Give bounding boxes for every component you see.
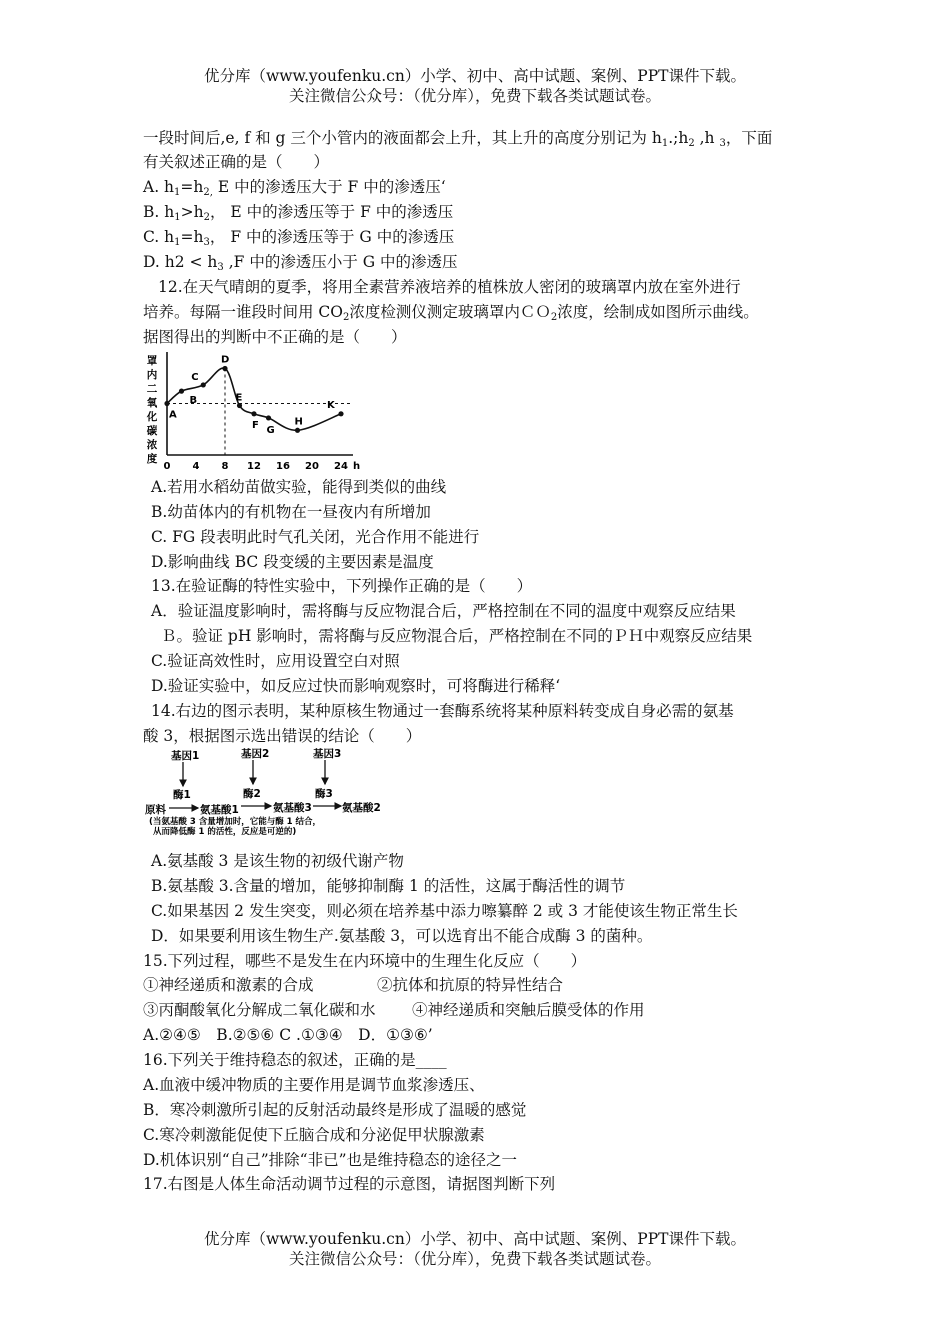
q11-intro-line-1: 一段时间后,e, f 和 g 三个小管内的液面都会上升，其上升的高度分别记为 $h_1.;h_2$ ,h $_3$，下面	[143, 129, 773, 149]
footer-line-2: 关注微信公众号：（优分库），免费下载各类试题试卷。	[288, 1250, 661, 1268]
x-tick-label: 12	[247, 461, 261, 472]
point-label-a: A	[169, 409, 177, 421]
q12-stem-line-2: 培养。每隔一谁段时间用 $CO_2$浓度检测仪测定玻璃罩内ＣＯ$_2$浓度，绘制成如图所示曲线。	[143, 303, 759, 323]
q11-option-b: B. $h_1>h_2$， E 中的渗透压等于 F 中的渗透压	[143, 203, 454, 223]
y-axis-label-char: 二	[146, 383, 158, 395]
point-label-k: K	[327, 399, 335, 411]
q12-stem-line-1: 12.在天气晴朗的夏季，将用全素营养液培养的植株放人密闭的玻璃罩内放在室外进行	[158, 278, 741, 296]
data-point-f	[251, 411, 256, 416]
amino-acid-2-label: 氨基酸2	[342, 802, 381, 814]
enzyme-1-label: 酶1	[173, 789, 191, 801]
gene-3-label: 基因3	[313, 748, 342, 760]
y-axis-label-char: 化	[146, 411, 158, 423]
gene-2-label: 基因2	[241, 748, 270, 760]
q16-option-c: C.寒冷刺激能促使下丘脑合成和分泌促甲状腺激素	[143, 1126, 485, 1144]
q13-stem: 13.在验证酶的特性实验中，下列操作正确的是（ ）	[151, 577, 533, 595]
data-point-c	[201, 382, 206, 387]
y-axis-label-char: 浓	[146, 439, 158, 451]
x-tick-label: 4	[192, 461, 200, 472]
q12-option-b: B.幼苗体内的有机物在一昼夜内有所增加	[151, 503, 431, 521]
x-tick-label: 8	[221, 461, 229, 472]
point-label-c: C	[191, 371, 199, 383]
x-tick-label: 16	[276, 461, 290, 472]
q13-option-d: D.验证实验中，如反应过快而影响观察时，可将酶进行稀释‘	[151, 677, 561, 695]
data-point-g	[266, 415, 271, 420]
q15-item-2: ②抗体和抗原的特异性结合	[377, 976, 564, 994]
q15-item-4: ④神经递质和突触后膜受体的作用	[412, 1001, 645, 1019]
point-label-g: G	[266, 424, 275, 436]
point-label-b: B	[189, 395, 198, 407]
enzyme-pathway-figure	[143, 746, 383, 837]
q11-intro-line-2: 有关叙述正确的是（ ）	[143, 153, 330, 171]
y-axis-label-char: 内	[146, 369, 158, 381]
q12-option-c: C. FG 段表明此时气孔关闭，光合作用不能进行	[151, 528, 480, 546]
q13-option-b: Ｂ。验证 pH 影响时，需将酶与反应物混合后，严格控制在不同的ＰＨ中观察反应结果	[161, 627, 753, 645]
x-tick-label: 0	[163, 461, 171, 472]
q14-stem-line-1: 14.右边的图示表明，某种原核生物通过一套酶系统将某种原料转变成自身必需的氨基	[151, 702, 734, 720]
q14-option-a: A.氨基酸 3 是该生物的初级代谢产物	[151, 852, 404, 870]
q15-item-1: ①神经递质和激素的合成	[143, 976, 314, 994]
y-axis-label-char: 罩	[146, 355, 158, 367]
q12-stem-line-3: 据图得出的判断中不正确的是（ ）	[143, 328, 407, 346]
q14-option-d: D．如果要利用该生物生产.氨基酸 3，可以选育出不能合成酶 3 的菌种。	[151, 927, 653, 945]
data-point-e	[237, 403, 242, 408]
enzyme-3-label: 酶3	[315, 788, 333, 800]
q15-options: A.②④⑤ B.②⑤⑥ C .①③④ D．①③⑥’	[143, 1026, 433, 1044]
point-label-d: D	[221, 354, 230, 366]
q16-option-d: D.机体识别“自己”排除“非已”也是维持稳态的途径之一	[143, 1151, 517, 1169]
q16-stem: 16.下列关于维持稳态的叙述，正确的是____	[143, 1051, 447, 1069]
header-line-1: 优分库（www.youfenku.cn）小学、初中、高中试题、案例、PPT课件下载。	[203, 67, 747, 85]
pathway-note-line-1: (当氨基酸 3 含量增加时，它能与酶 1 结合，	[149, 817, 322, 827]
q11-option-c: C. $h_1=h_3$， F 中的渗透压等于 G 中的渗透压	[143, 228, 455, 248]
x-axis-unit-label: h	[353, 461, 361, 472]
point-label-e: E	[235, 392, 243, 404]
q16-option-a: A.血液中缓冲物质的主要作用是调节血浆渗透压、	[143, 1076, 485, 1094]
q11-option-a: A. $h_1=h_{2,}$ E 中的渗透压大于 F 中的渗透压‘	[143, 178, 446, 198]
q14-stem-line-2: 酸 3，根据图示选出错误的结论（ ）	[143, 727, 422, 745]
y-axis-label-char: 碳	[146, 425, 158, 437]
amino-acid-3-label: 氨基酸3	[273, 802, 312, 814]
q12-option-d: D.影响曲线 BC 段变缓的主要因素是温度	[151, 553, 434, 571]
amino-acid-1-label: 氨基酸1	[200, 804, 239, 816]
data-point-h	[295, 428, 300, 433]
x-tick-label: 20	[305, 461, 319, 472]
y-axis-label-char: 度	[146, 453, 158, 465]
data-point-k	[338, 411, 343, 416]
enzyme-2-label: 酶2	[243, 788, 261, 800]
point-label-f: F	[252, 419, 259, 431]
footer-line-1: 优分库（www.youfenku.cn）小学、初中、高中试题、案例、PPT课件下载。	[203, 1230, 747, 1248]
q12-option-a: A.若用水稻幼苗做实验，能得到类似的曲线	[151, 478, 447, 496]
data-point-b	[179, 389, 184, 394]
q16-option-b: B．寒冷刺激所引起的反射活动最终是形成了温暖的感觉	[143, 1101, 527, 1119]
q17-stem: 17.右图是人体生命活动调节过程的示意图，请据图判断下列	[143, 1175, 556, 1193]
q15-stem: 15.下列过程，哪些不是发生在内环境中的生理生化反应（ ）	[143, 952, 587, 970]
gene-1-label: 基因1	[171, 750, 200, 762]
q13-option-a: A．验证温度影响时，需将酶与反应物混合后，严格控制在不同的温度中观察反应结果	[151, 602, 736, 620]
q11-option-d: D. $h2 < h_3$ ,F 中的渗透压小于 G 中的渗透压	[143, 253, 458, 273]
q14-option-b: B.氨基酸 3.含量的增加，能够抑制酶 1 的活性，这属于酶活性的调节	[151, 877, 626, 895]
q13-option-c: C.验证高效性时，应用设置空白对照	[151, 652, 400, 670]
point-label-h: H	[294, 416, 303, 428]
q14-option-c: C.如果基因 2 发生突变，则必须在培养基中添力嚓纂醉 2 或 3 才能使该生物正常生长	[151, 902, 738, 920]
q15-item-3: ③丙酮酸氧化分解成二氧化碳和水	[143, 1001, 376, 1019]
x-tick-label: 24	[334, 461, 348, 472]
pathway-note-line-2: 从而降低酶 1 的活性，反应是可逆的)	[153, 827, 297, 837]
data-point-a	[164, 401, 169, 406]
co2-concentration-chart	[143, 348, 361, 473]
header-line-2: 关注微信公众号：（优分库），免费下载各类试题试卷。	[288, 87, 661, 105]
data-point-d	[222, 366, 227, 371]
y-axis-label-char: 氧	[146, 397, 158, 409]
raw-material-label: 原料	[145, 804, 166, 816]
